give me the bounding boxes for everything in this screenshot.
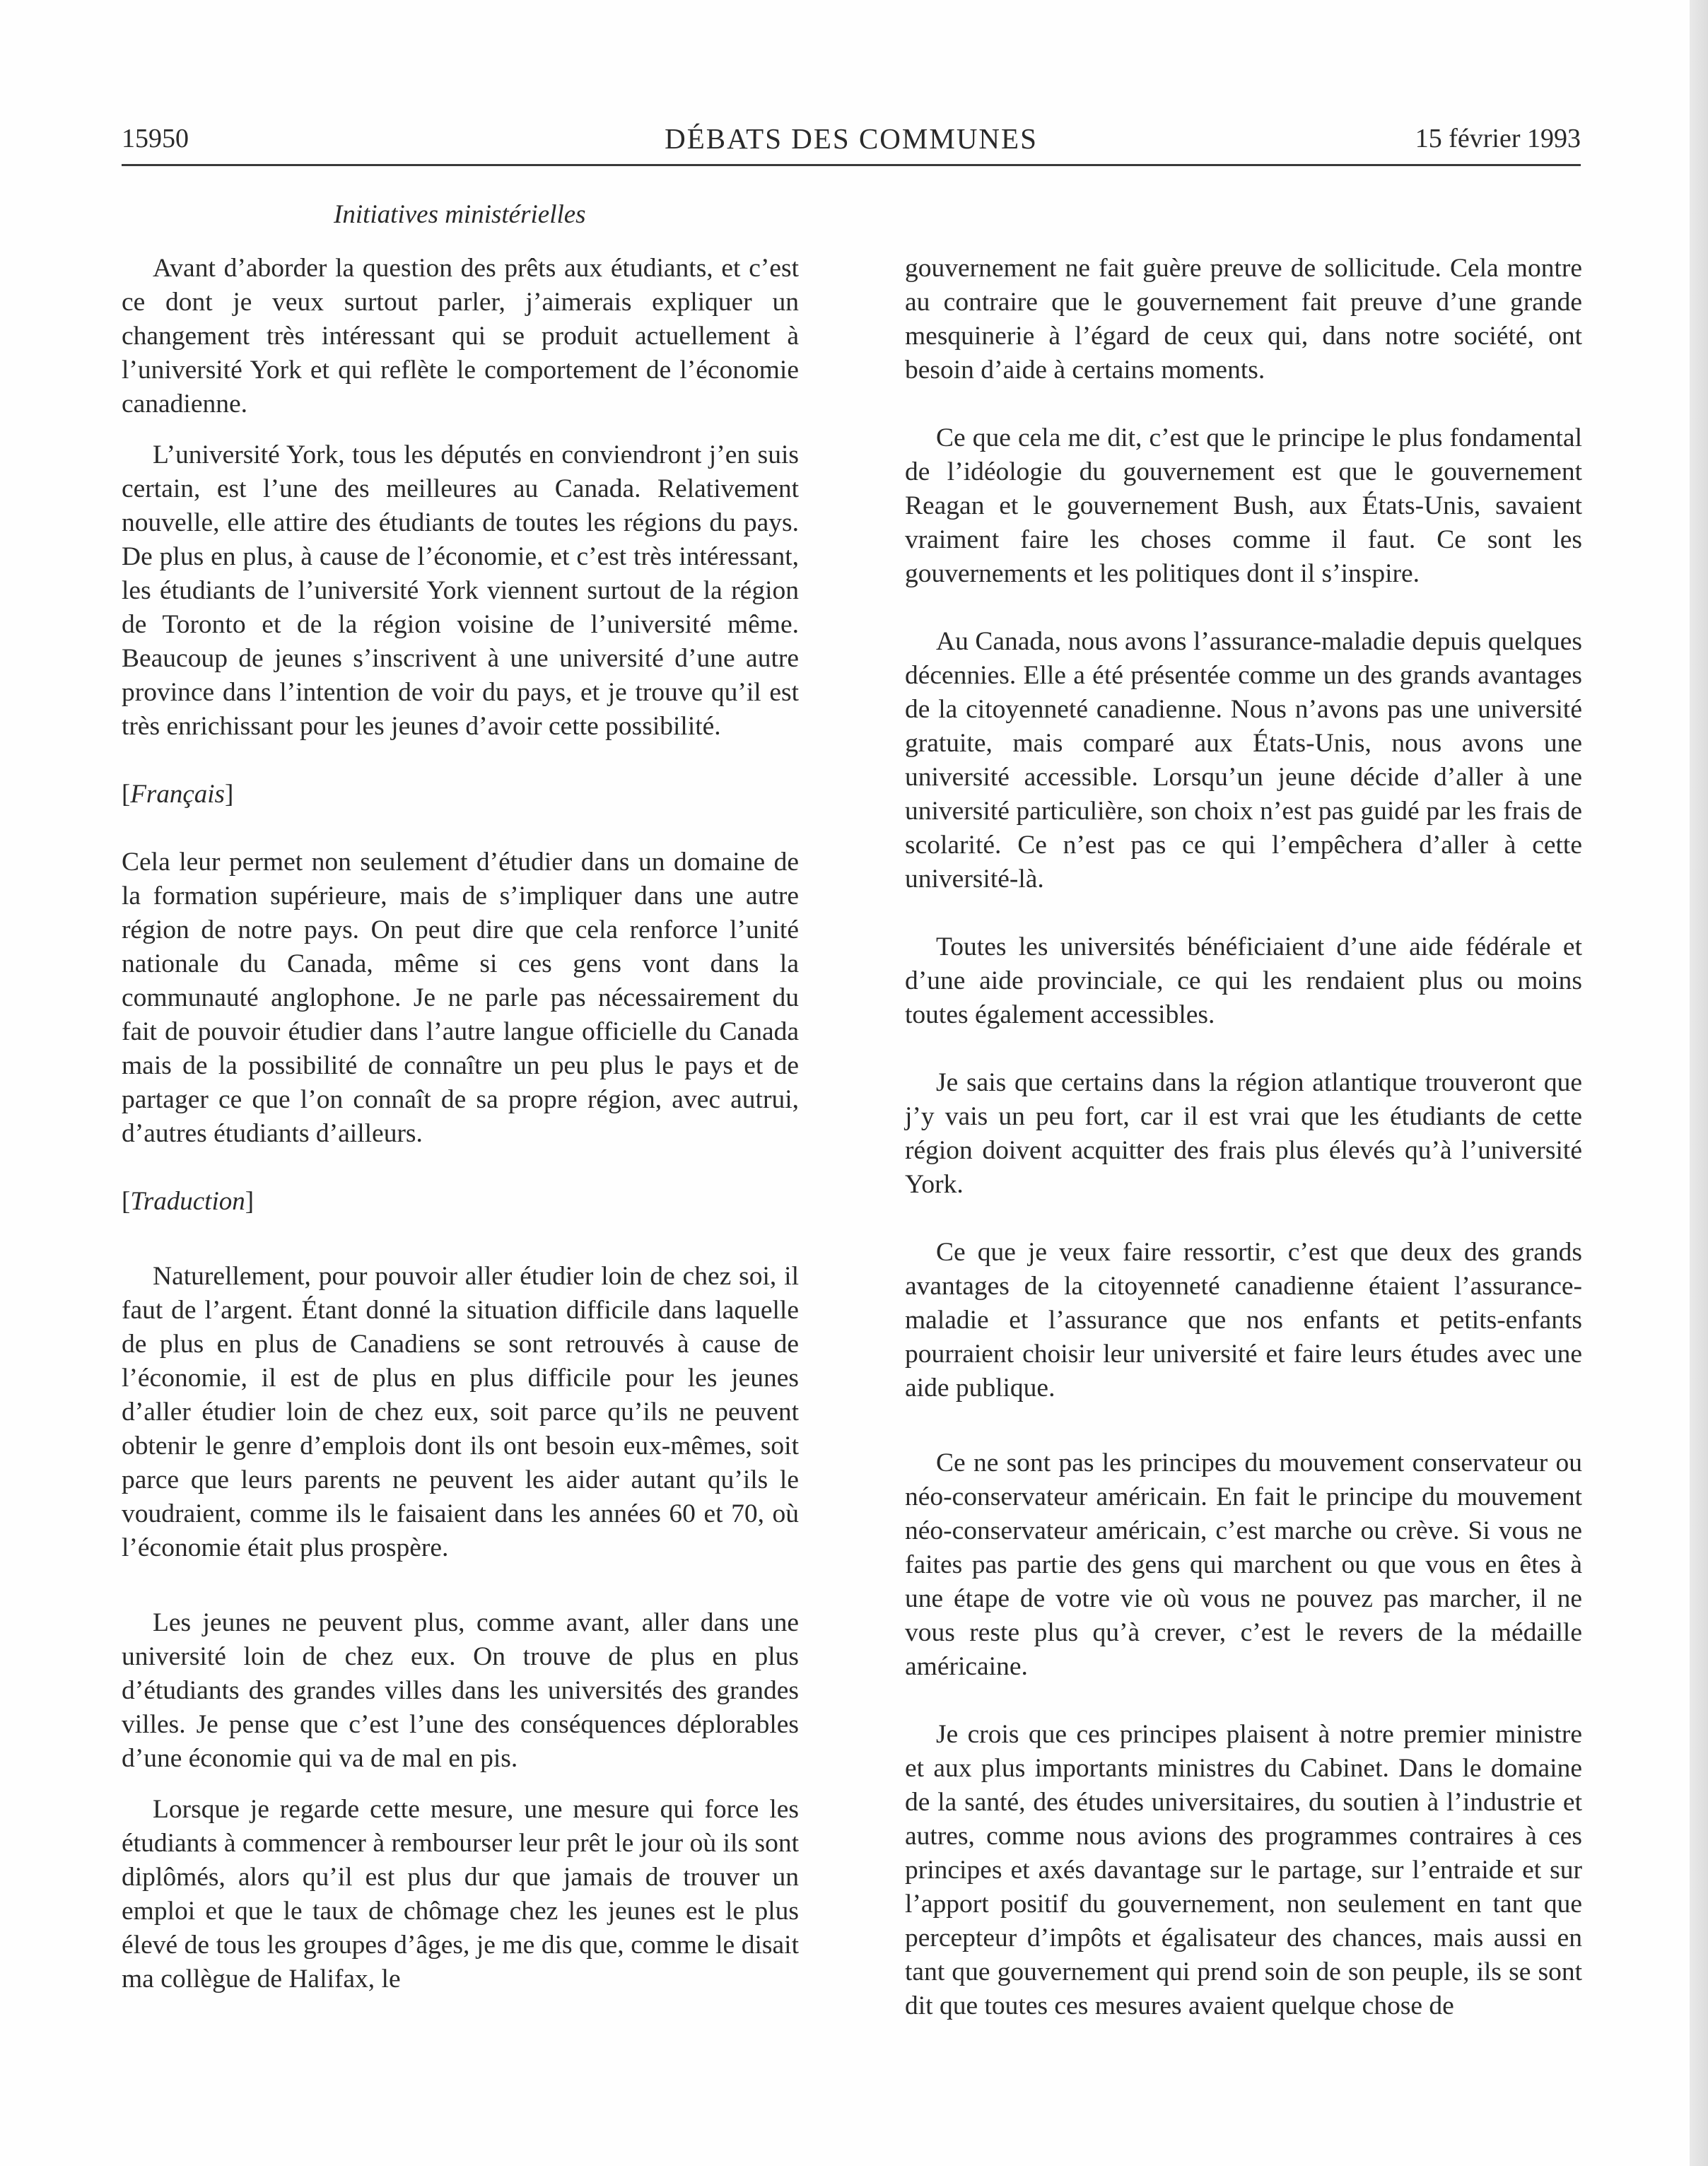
header-rule [122,164,1581,166]
paragraph: Les jeunes ne peuvent plus, comme avant, aller dans une université loin de chez eux. On trouve de plus en plus d’étudiants des grandes villes dans les universités des grandes villes. Je pense que c’est l’une des conséquences déplorables d’une économie qui va de mal en pis. [122,1608,799,1773]
paragraph: Au Canada, nous avons l’assurance-maladie depuis quelques décennies. Elle a été présentée comme un des grands avantages de la citoyenneté canadienne. Nous n’avons pas une université gratuite, mais comparé aux États-Unis, nous avons une université accessible. Lorsqu’un jeune décide d’aller à une université particulière, son choix n’est pas guidé par les frais de scolarité. Ce n’est pas ce qui l’empêchera d’aller à cette université-là. [905,627,1582,894]
paragraph: gouvernement ne fait guère preuve de sollicitude. Cela montre au contraire que le gouvernement fait preuve d’une grande mesquinerie à l’égard de ceux qui, dans notre société, ont besoin d’aide à certains moments. [905,254,1582,385]
paragraph: Ce ne sont pas les principes du mouvement conservateur ou néo-conservateur américain. En fait le principe du mouvement néo-conservateur américain, c’est marche ou crève. Si vous ne faites pas partie des gens qui marchent ou que vous en êtes à une étape de votre vie où vous ne pouvez pas marcher, il ne vous reste plus qu’à crever, c’est le revers de la médaille américaine. [905,1448,1582,1681]
language-marker-label: Français [130,780,225,809]
right-column [905,252,1582,2023]
paragraph: Ce que cela me dit, c’est que le principe le plus fondamental de l’idéologie du gouvernement est que le gouvernement Reagan et le gouvernement Bush, aux États-Unis, savaient vraiment faire les choses comme il faut. Ce sont les gouvernements et les politiques dont il s’inspire. [905,423,1582,588]
scan-edge [1690,0,1708,2166]
left-column [122,252,799,1996]
paragraph: Avant d’aborder la question des prêts aux étudiants, et c’est ce dont je veux surtout parler, j’aimerais expliquer un changement très intéressant qui se produit actuellement à l’université York et qui reflète le comportement de l’économie canadienne. [122,254,799,418]
issue-date: 15 février 1993 [1415,124,1581,153]
section-heading: Initiatives ministérielles [334,200,586,229]
paragraph: Naturellement, pour pouvoir aller étudier loin de chez soi, il faut de l’argent. Étant donné la situation difficile dans laquelle de plus en plus de Canadiens se sont retrouvés à cause de l’économie, il est de plus en plus difficile pour les jeunes d’aller étudier loin de chez eux, soit parce qu’ils ne peuvent obtenir le genre d’emplois dont ils ont besoin eux-mêmes, soit parce que leurs parents ne peuvent les aider autant qu’ils le voudraient, comme ils le faisaient dans les années 60 et 70, où l’économie était plus prospère. [122,1262,799,1562]
journal-title: DÉBATS DES COMMUNES [665,122,1038,155]
paragraph: Je crois que ces principes plaisent à notre premier ministre et aux plus importants ministres du Cabinet. Dans le domaine de la santé, des études universitaires, du soutien à l’industrie et autres, comme nous avions des programmes contraires à ces principes et axés davantage sur le partage, sur l’entraide et sur l’apport positif du gouvernement, non seulement en tant que percepteur d’impôts et égalisateur des chances, mais aussi en tant que gouvernement qui prend soin de son peuple, ils se sont dit que toutes ces mesures avaient quelque chose de [905,1720,1582,2020]
paragraph: L’université York, tous les députés en conviendront j’en suis certain, est l’une des meilleures au Canada. Relativement nouvelle, elle attire des étudiants de toutes les régions du pays. De plus en plus, à cause de l’économie, et c’est très intéressant, les étudiants de l’université York viennent surtout de la région de Toronto et de la région voisine de l’université même. Beaucoup de jeunes s’inscrivent à une université d’une autre province dans l’intention de voir du pays, et je trouve qu’il est très enrichissant pour les jeunes d’avoir cette possibilité. [122,440,799,741]
paragraph: Cela leur permet non seulement d’étudier dans un domaine de la formation supérieure, mais de s’impliquer dans une autre région de notre pays. On peut dire que cela renforce l’unité nationale du Canada, même si ces gens vont dans la communauté anglophone. Je ne parle pas nécessairement du fait de pouvoir étudier dans l’autre langue officielle du Canada mais de la possibilité de connaître un peu plus le pays et de partager ce que l’on connaît de sa propre région, avec autrui, d’autres étudiants d’ailleurs. [122,848,799,1148]
paragraph: Toutes les universités bénéficiaient d’une aide fédérale et d’une aide provinciale, ce qui les rendaient plus ou moins toutes également accessibles. [905,932,1582,1029]
language-marker-label: Traduction [130,1187,245,1216]
paragraph: Ce que je veux faire ressortir, c’est que deux des grands avantages de la citoyenneté canadienne étaient l’assurance-maladie et l’assurance que nos enfants et petits-enfants pourraient choisir leur université et faire leurs études avec une aide publique. [905,1238,1582,1403]
paragraph: Lorsque je regarde cette mesure, une mesure qui force les étudiants à commencer à rembourser leur prêt le jour où ils sont diplômés, alors qu’il est plus dur que jamais de trouver un emploi et que le taux de chômage chez les jeunes est le plus élevé de tous les groupes d’âges, je me dis que, comme le disait ma collègue de Halifax, le [122,1795,799,1994]
page-number: 15950 [122,124,189,153]
paragraph: Je sais que certains dans la région atlantique trouveront que j’y vais un peu fort, car il est vrai que les étudiants de cette région doivent acquitter des frais plus élevés qu’à l’université York. [905,1068,1582,1199]
language-marker-francais: [Français] [122,780,234,809]
language-marker-traduction: [Traduction] [122,1187,255,1216]
page-header [122,119,1581,163]
